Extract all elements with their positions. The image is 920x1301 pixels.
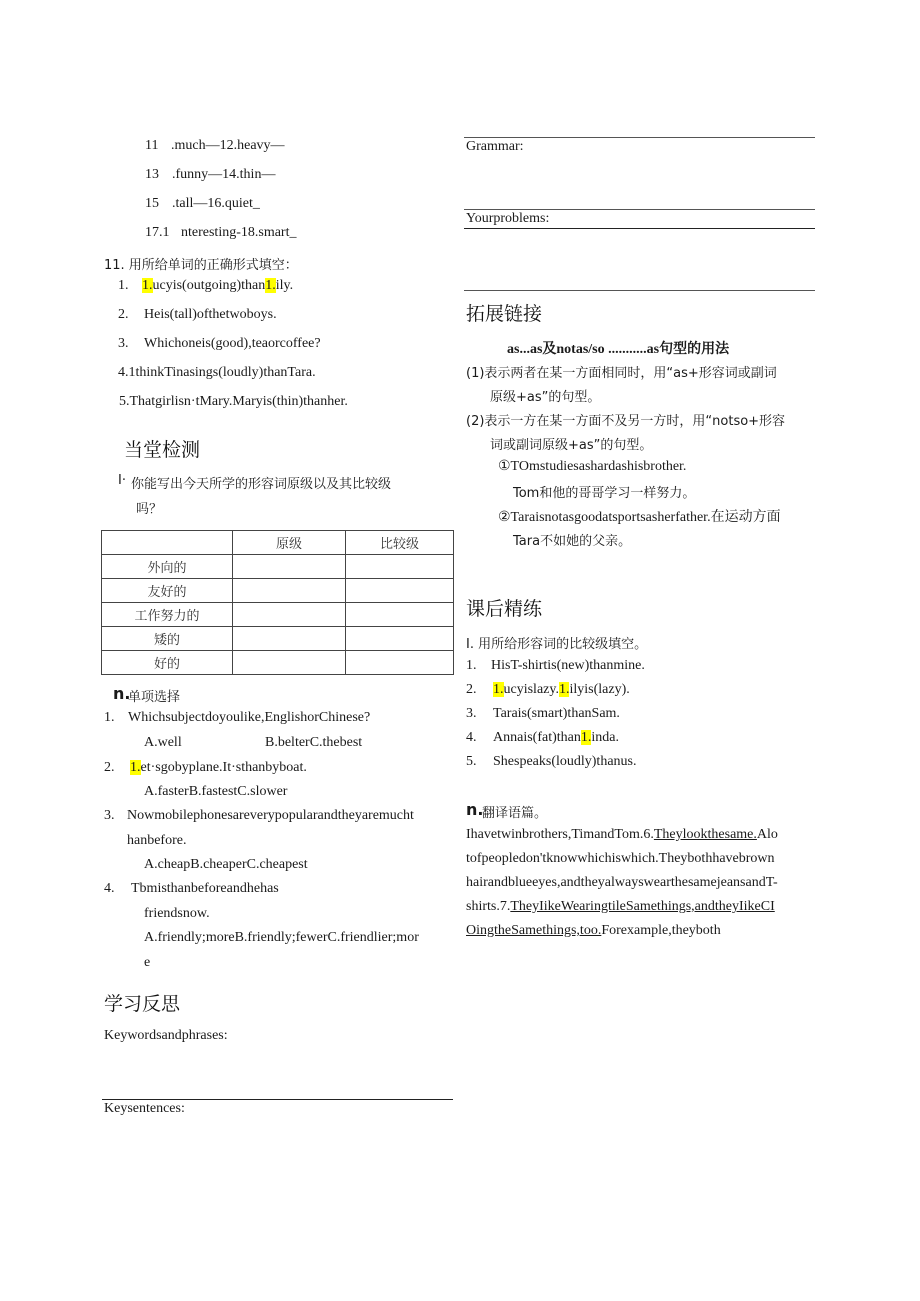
item-number: 3. [466, 706, 477, 721]
mc-option: B.belterC.thebest [265, 735, 363, 750]
item-number: 2. [104, 760, 115, 775]
grammar-label: Grammar: [466, 139, 524, 154]
divider [464, 209, 815, 210]
table-cell-adjective: 工作努力的 [102, 603, 233, 627]
word-list-text: .tall—16.quiet_ [172, 196, 260, 211]
word-list-text: nteresting-18.smart_ [181, 225, 297, 240]
table-cell-adjective: 矮的 [102, 627, 233, 651]
keywords-label: Keywordsandphrases: [104, 1028, 228, 1043]
underlined-sentence: TheyIikeWearingtileSamethings,andtheyIikeCI [510, 899, 775, 914]
mc-option: A.cheapB.cheaperC.cheapest [144, 857, 308, 872]
item-number: 1. [104, 710, 115, 725]
explanation-line: (2)表示一方在某一方面不及另一方时，用“notso+形容 [466, 414, 786, 429]
exercise-sentence: Heis(tall)ofthetwoboys. [144, 307, 277, 322]
part-marker: n. [466, 800, 484, 819]
table-cell-adjective: 外向的 [102, 555, 233, 579]
word-list-text: .much—12.heavy— [171, 138, 285, 153]
table-cell-adjective: 好的 [102, 651, 233, 675]
exercise-sentence: HisT-shirtis(new)thanmine. [491, 658, 645, 673]
table-cell-input[interactable] [346, 627, 454, 651]
divider [464, 228, 815, 229]
table-cell-input[interactable] [346, 555, 454, 579]
table-header-cell: 原级 [233, 531, 346, 555]
section-title: 单项选择 [128, 690, 181, 705]
exercise-sentence: 1.ucyis(outgoing)than1.ily. [142, 278, 294, 293]
item-number: 3. [118, 336, 129, 351]
exercise-sentence: Annais(fat)than1.inda. [493, 730, 619, 745]
passage-line: Ihavetwinbrothers,TimandTom.6.Theylookthesame.Alo [466, 827, 778, 842]
mc-question: 1.et·sgobyplane.It·sthanbyboat. [130, 760, 307, 775]
word-list-num: 11 [145, 138, 159, 153]
section-heading: 当堂检测 [124, 439, 201, 461]
exercise-sentence: 1.ucyislazy.1.ilyis(lazy). [493, 682, 630, 697]
highlight: 1. [265, 278, 276, 293]
section-marker: n. [113, 684, 131, 703]
item-number: 3. [104, 808, 115, 823]
word-list-num: 13 [145, 167, 159, 182]
table-cell-input[interactable] [233, 603, 346, 627]
mc-option: A.friendly;moreB.friendly;fewerC.friendlier;mor [144, 930, 419, 945]
problems-label: Yourproblems: [466, 211, 550, 226]
table-cell-input[interactable] [346, 651, 454, 675]
example-sentence: ②Taraisnotasgoodatsportsasherfather.在运动方面 [498, 510, 781, 525]
passage-line: hairandblueeyes,andtheyalwayswearthesamejeansandT- [466, 875, 778, 890]
divider [464, 137, 815, 138]
mc-question: Tbmisthanbeforeandhehas [131, 881, 279, 896]
grammar-subtitle: as...as及notas/so ...........as句型的用法 [507, 342, 730, 357]
mc-question-cont: friendsnow. [144, 906, 210, 921]
explanation-line: (1)表示两者在某一方面相同时，用“as+形容词或副词 [466, 366, 777, 381]
section-heading: 拓展链接 [466, 303, 543, 325]
mc-option-cont: e [144, 955, 151, 970]
word-list-num: 15 [145, 196, 159, 211]
passage-line: OingtheSamethings,too.Forexample,theyboth [466, 923, 721, 938]
table-cell-input[interactable] [346, 579, 454, 603]
mc-question: Nowmobilephonesareverypopularandtheyaremucht [127, 808, 414, 823]
divider [464, 290, 815, 291]
table-row [102, 555, 454, 579]
table-row [102, 603, 454, 627]
mc-question: Whichsubjectdoyoulike,EnglishorChinese? [128, 710, 371, 725]
part-title: 翻译语篇。 [482, 806, 548, 821]
mc-question-cont: hanbefore. [127, 833, 187, 848]
table-row [102, 579, 454, 603]
exercise-sentence: 4.1thinkTinasings(loudly)thanTara. [118, 365, 316, 380]
highlight: 1. [130, 760, 141, 775]
table-cell-input[interactable] [233, 627, 346, 651]
explanation-line: 词或副词原级+as”的句型。 [490, 438, 653, 453]
item-number: 4. [104, 881, 115, 896]
item-number: 2. [118, 307, 129, 322]
example-sentence: ①TOmstudiesashardashisbrother. [498, 459, 687, 474]
table-row [102, 651, 454, 675]
table-header-row [102, 531, 454, 555]
question-text-cont: 吗？ [136, 502, 163, 517]
word-list-text: .funny—14.thin— [172, 167, 276, 182]
question-marker: Ⅰ· [118, 473, 126, 488]
highlight: 1. [580, 730, 592, 745]
highlight: 1. [558, 682, 570, 697]
table-cell-input[interactable] [233, 579, 346, 603]
exercise-sentence: Shespeaks(loudly)thanus. [493, 754, 637, 769]
exercise-sentence: Whichoneis(good),teaorcoffee? [144, 336, 321, 351]
passage-line: shirts.7.TheyIikeWearingtileSamethings,andtheyIikeCI [466, 899, 775, 914]
mc-option: A.well [144, 735, 182, 750]
part-title: I. 用所给形容词的比较级填空。 [466, 637, 648, 652]
item-number: 4. [466, 730, 477, 745]
divider [102, 1099, 453, 1100]
table-header-cell [102, 531, 233, 555]
passage-line: tofpeopledon'tknowwhichiswhich.Theybothhavebrown [466, 851, 775, 866]
word-list-num: 17.1 [145, 225, 170, 240]
section-title: 11. 用所给单词的正确形式填空： [104, 258, 298, 273]
table-cell-input[interactable] [233, 651, 346, 675]
underlined-sentence: Theylookthesame. [653, 827, 757, 842]
item-number: 2. [466, 682, 477, 697]
adjective-table [101, 530, 454, 675]
table-cell-adjective: 友好的 [102, 579, 233, 603]
explanation-line: 原级+as”的句型。 [490, 390, 601, 405]
example-translation: Tara不如她的父亲。 [513, 534, 632, 549]
table-row [102, 627, 454, 651]
table-cell-input[interactable] [233, 555, 346, 579]
exercise-sentence: 5.Thatgirlisn·tMary.Maryis(thin)thanher. [119, 394, 348, 409]
highlight: 1. [493, 682, 504, 697]
item-number: 1. [118, 278, 129, 293]
highlight: 1. [142, 278, 153, 293]
example-translation: Tom和他的哥哥学习一样努力。 [513, 486, 696, 501]
section-heading: 学习反思 [104, 993, 181, 1015]
underlined-sentence: OingtheSamethings,too. [466, 923, 602, 938]
mc-option: A.fasterB.fastestC.slower [144, 784, 288, 799]
sentences-label: Keysentences: [104, 1101, 185, 1116]
item-number: 1. [466, 658, 477, 673]
item-number: 5. [466, 754, 477, 769]
table-header-cell: 比较级 [346, 531, 454, 555]
table-cell-input[interactable] [346, 603, 454, 627]
section-heading: 课后精练 [466, 598, 543, 620]
exercise-sentence: Tarais(smart)thanSam. [493, 706, 620, 721]
question-text: 你能写出今天所学的形容词原级以及其比较级 [131, 477, 392, 492]
